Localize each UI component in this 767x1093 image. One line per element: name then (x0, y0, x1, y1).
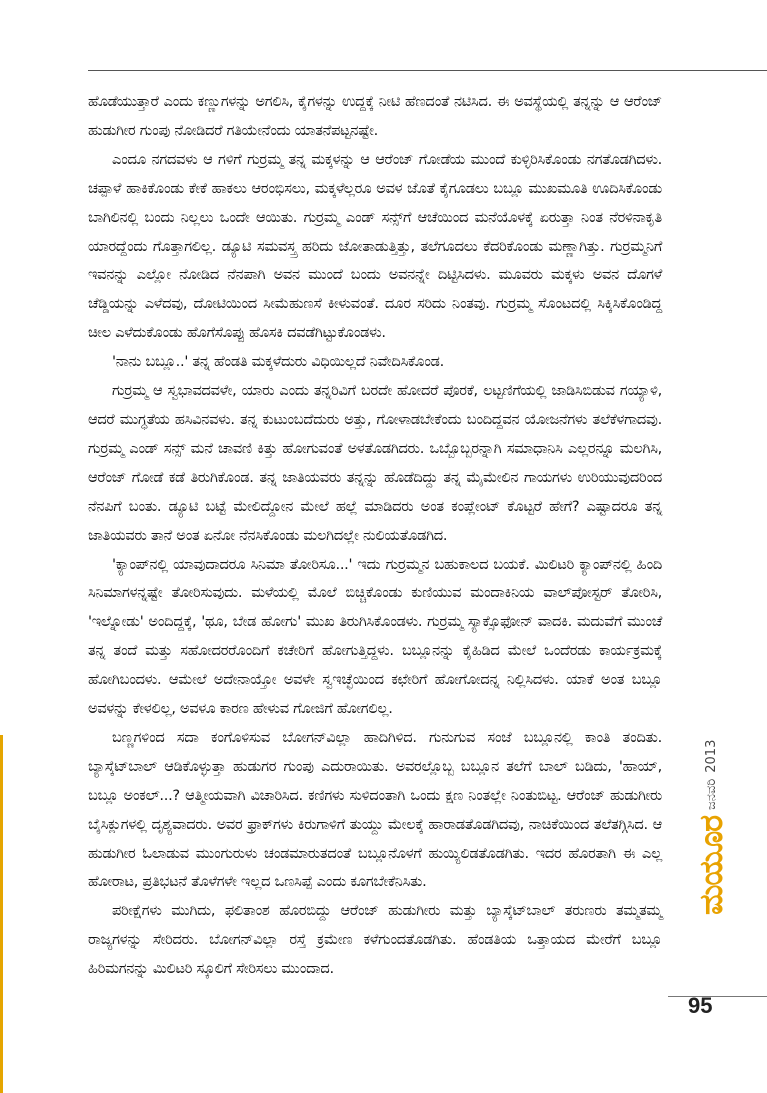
magazine-masthead (691, 739, 731, 915)
article-paragraph: ಗುರ್ರಮ್ಮ ಆ ಸ್ವಭಾವದವಳೇ, ಯಾರು ಎಂದು ತನ್ನರಿವಿಗೆ ಬರದೇ ಹೋದರೆ ಪೊರಕೆ, ಲಟ್ಟಣಿಗೆಯಲ್ಲಿ ಜಾಡಿಸಿಬಿಡುವ ಗಯ್ಯಾಳಿ, ಆದರೆ ಮುಗ್ಧತೆಯ ಹಸಿವಿನವಳು. ತನ್ನ ಕುಟುಂಬದೆದುರು ಅತ್ತು, ಗೋಳಾಡಬೇಕೆಂದು ಬಂದಿದ್ದವನ ಯೋಜನೆಗಳು ತಲೆಕೆಳಗಾದವು. ಗುರ್ರಮ್ಮ ಎಂಡ್ ಸನ್ಸ್ ಮನೆ ಚಾವಣಿ ಕಿತ್ತು ಹೋಗುವಂತೆ ಅಳತೊಡಗಿದರು. ಒಬ್ಬೊಬ್ಬರನ್ನಾಗಿ ಸಮಾಧಾನಿಸಿ ಎಲ್ಲರನ್ನೂ ಮಲಗಿಸಿ, ಆರೆಂಜ್ ಗೋಡೆ ಕಡೆ ತಿರುಗಿಕೊಂಡ. ತನ್ನ ಜಾತಿಯವರು ತನ್ನನ್ನು ಹೊಡೆದಿದ್ದು ತನ್ನ ಮೈಮೇಲಿನ ಗಾಯಗಳು ಉರಿಯುವುದರಿಂದ ನೆನಪಿಗೆ ಬಂತು. ಡ್ಯೂಟಿ ಬಟ್ಟೆ ಮೇಲಿದ್ದೋನ ಮೇಲೆ ಹಲ್ಲೆ ಮಾಡಿದರು ಅಂತ ಕಂಪ್ಲೇಂಟ್ ಕೊಟ್ಟರೆ ಹೇಗೆ? ಎಷ್ಟಾದರೂ ತನ್ನ ಜಾತಿಯವರು ತಾನೆ ಅಂತ ಏನೋ ನೆನಸಿಕೊಂಡು ಮಲಗಿದಲ್ಲೇ ನುಲಿಯತೊಡಗಿದ. (88, 382, 662, 544)
issue-date (704, 740, 719, 810)
issue-year: 2013 (703, 739, 719, 773)
magazine-logo: ಮಯೂರ (691, 815, 730, 915)
article-paragraph: ಎಂದೂ ನಗದವಳು ಆ ಗಳಿಗೆ ಗುರ್ರಮ್ಮ ತನ್ನ ಮಕ್ಕಳನ್ನು ಆ ಆರೆಂಜ್ ಗೋಡೆಯ ಮುಂದೆ ಕುಳ್ಳಿರಿಸಿಕೊಂಡು ನಗತೊಡಗಿದಳು. ಚಪ್ಪಾಳೆ ಹಾಕಿಕೊಂಡು ಕೇಕೆ ಹಾಕಲು ಆರಂಭಿಸಲು, ಮಕ್ಕಳೆಲ್ಲರೂ ಅವಳ ಜೊತೆ ಕೈಗೂಡಲು ಬಬ್ಲೂ ಮುಖಮೂತಿ ಊದಿಸಿಕೊಂಡು ಬಾಗಿಲಿನಲ್ಲಿ ಬಂದು ನಿಲ್ಲಲು ಒಂದೇ ಆಯಿತು. ಗುರ್ರಮ್ಮ ಎಂಡ್ ಸನ್ಸ್‌ಗೆ ಆಚೆಯಿಂದ ಮನೆಯೊಳಕ್ಕೆ ಏರುತ್ತಾ ನಿಂತ ನೆರಳಿನಾಕೃತಿ ಯಾರದ್ದೆಂದು ಗೊತ್ತಾಗಲಿಲ್ಲ. ಡ್ಯೂಟಿ ಸಮವಸ್ತ್ರ ಹರಿದು ಜೋತಾಡುತ್ತಿತ್ತು, ತಲೆಗೂದಲು ಕೆದರಿಕೊಂಡು ಮಣ್ಣಾಗಿತ್ತು. ಗುರ್ರಮ್ಮನಿಗೆ ಇವನನ್ನು ಎಲ್ಲೋ ನೋಡಿದ ನೆನಪಾಗಿ ಅವನ ಮುಂದೆ ಬಂದು ಅವನನ್ನೇ ದಿಟ್ಟಿಸಿದಳು. ಮೂವರು ಮಕ್ಕಳು ಅವನ ದೊಗಳೆ ಚೆಡ್ಡಿಯನ್ನು ಎಳೆದವು, ದೋಟಿಯಿಂದ ಸೀಮೆಹುಣಸೆ ಕೀಳುವಂತೆ. ದೂರ ಸರಿದು ನಿಂತವು. ಗುರ್ರಮ್ಮ ಸೊಂಟದಲ್ಲಿ ಸಿಕ್ಕಿಸಿಕೊಂಡಿದ್ದ ಚೀಲ ಎಳೆದುಕೊಂಡು ಹೊಗೆಸೊಪ್ಪು ಹೊಸಕಿ ದವಡೆಗಿಟ್ಟುಕೊಂಡಳು. (88, 150, 662, 342)
page-number-rule (668, 996, 767, 997)
page-number: 95 (688, 993, 713, 1018)
page-edge-bar (0, 735, 3, 1093)
top-rule (88, 70, 767, 71)
article-paragraph: ಪರೀಕ್ಷೆಗಳು ಮುಗಿದು, ಫಲಿತಾಂಶ ಹೊರಬಿದ್ದು ಆರೆಂಜ್ ಹುಡುಗೀರು ಮತ್ತು ಬ್ಯಾಸ್ಕೆಟ್‌ಬಾಲ್ ತರುಣರು ತಮ್ಮತಮ್ಮ ರಾಜ್ಯಗಳನ್ನು ಸೇರಿದರು. ಬೋಗನ್‌ವಿಲ್ಲಾ ರಸ್ತೆ ಕ್ರಮೇಣ ಕಳೆಗುಂದತೊಡಗಿತು. ಹೆಂಡತಿಯ ಒತ್ತಾಯದ ಮೇರೆಗೆ ಬಬ್ಲೂ ಹಿರಿಮಗನನ್ನು ಮಿಲಿಟರಿ ಸ್ಕೂಲಿಗೆ ಸೇರಿಸಲು ಮುಂದಾದ. (88, 902, 662, 978)
article-paragraph: ಬಣ್ಣಗಳಿಂದ ಸದಾ ಕಂಗೊಳಿಸುವ ಬೋಗನ್‌ವಿಲ್ಲಾ ಹಾದಿಗಿಳಿದ. ಗುನುಗುವ ಸಂಜೆ ಬಬ್ಲೂನಲ್ಲಿ ಕಾಂತಿ ತಂದಿತು. ಬ್ಯಾಸ್ಕೆಟ್‌ಬಾಲ್ ಆಡಿಕೊಳ್ಳುತ್ತಾ ಹುಡುಗರ ಗುಂಪು ಎದುರಾಯಿತು. ಅವರಲ್ಲೊಬ್ಬ ಬಬ್ಲೂನ ತಲೆಗೆ ಬಾಲ್ ಬಡಿದು, 'ಹಾಯ್, ಬಬ್ಲೂ ಅಂಕಲ್...? ಆತ್ಮೀಯವಾಗಿ ವಿಚಾರಿಸಿದ. ಕಣಿಗಳು ಸುಳಿದಂತಾಗಿ ಒಂದು ಕ್ಷಣ ನಿಂತಲ್ಲೇ ನಿಂತುಬಿಟ್ಟ. ಆರೆಂಜ್ ಹುಡುಗೀರು ಬೈಸಿಕ್ಲುಗಳಲ್ಲಿ ದೃಶ್ಯವಾದರು. ಅವರ ಫ್ರಾಕ್‌ಗಳು ಕಿರುಗಾಳಿಗೆ ತುಯ್ದು ಮೇಲಕ್ಕೆ ಹಾರಾಡತೊಡಗಿದವು, ನಾಚಿಕೆಯಿಂದ ತಲೆತಗ್ಗಿಸಿದ. ಆ ಹುಡುಗೀರ ಓಲಾಡುವ ಮುಂಗುರುಳು ಚಂಡಮಾರುತದಂತೆ ಬಬ್ಲೂನೊಳಗೆ ಹುಯ್ಯಿಲಿಡತೊಡಗಿತು. ಇದರ ಹೊರತಾಗಿ ಈ ಎಲ್ಲ ಹೋರಾಟ, ಪ್ರತಿಭಟನೆ ತೊಳೆಗಳೇ ಇಲ್ಲದ ಒಣಸಿಪ್ಪೆ ಎಂದು ಕೂಗಬೇಕೆನಿಸಿತು. (88, 728, 662, 891)
issue-month: ಜನವರಿ (703, 778, 719, 810)
article-paragraph: 'ಕ್ಯಾಂಪ್‌ನಲ್ಲಿ ಯಾವುದಾದರೂ ಸಿನಿಮಾ ತೋರಿಸೂ...' ಇದು ಗುರ್ರಮ್ಮನ ಬಹುಕಾಲದ ಬಯಕೆ. ಮಿಲಿಟರಿ ಕ್ಯಾಂಪ್‌ನಲ್ಲಿ ಹಿಂದಿ ಸಿನಿಮಾಗಳನ್ನಷ್ಟೇ ತೋರಿಸುವುದು. ಮಳೆಯಲ್ಲಿ ಮೊಲೆ ಬಿಚ್ಚಿಕೊಂಡು ಕುಣಿಯುವ ಮಂದಾಕಿನಿಯ ವಾಲ್‌ಪೋಸ್ಟರ್ ತೋರಿಸಿ, 'ಇಲ್ನೋಡು' ಅಂದಿದ್ದಕ್ಕೆ, 'ಥೂ, ಬೇಡ ಹೋಗು' ಮುಖ ತಿರುಗಿಸಿಕೊಂಡಳು. ಗುರ್ರಮ್ಮ ಸ್ಯಾಕ್ಸೊಫೋನ್ ವಾದಕಿ. ಮದುವೆಗೆ ಮುಂಚೆ ತನ್ನ ತಂದೆ ಮತ್ತು ಸಹೋದರರೊಂದಿಗೆ ಕಚೇರಿಗೆ ಹೋಗುತ್ತಿದ್ದಳು. ಬಬ್ಲೂನನ್ನು ಕೈಹಿಡಿದ ಮೇಲೆ ಒಂದೆರಡು ಕಾರ್ಯಕ್ರಮಕ್ಕೆ ಹೋಗಿಬಂದಳು. ಆಮೇಲೆ ಅದೇನಾಯ್ತೋ ಅವಳೇ ಸ್ವಇಚ್ಛೆಯಿಂದ ಕಛೇರಿಗೆ ಹೋಗೋದನ್ನ ನಿಲ್ಲಿಸಿದಳು. ಯಾಕೆ ಅಂತ ಬಬ್ಲೂ ಅವಳನ್ನು ಕೇಳಲಿಲ್ಲ, ಅವಳೂ ಕಾರಣ ಹೇಳುವ ಗೋಜಿಗೆ ಹೋಗಲಿಲ್ಲ. (88, 555, 662, 718)
article-paragraph: ಹೊಡೆಯುತ್ತಾರೆ ಎಂದು ಕಣ್ಣುಗಳನ್ನು ಅಗಲಿಸಿ, ಕೈಗಳನ್ನು ಉದ್ದಕ್ಕೆ ನೀಟಿ ಹೆಣದಂತೆ ನಟಿಸಿದ. ಈ ಅವಸ್ಥೆಯಲ್ಲಿ ತನ್ನನ್ನು ಆ ಆರೆಂಜ್ ಹುಡುಗೀರ ಗುಂಪು ನೋಡಿದರೆ ಗತಿಯೇನೆಂದು ಯಾತನೆಪಟ್ಟನಷ್ಟೇ. (88, 93, 662, 139)
article-body (88, 88, 662, 984)
article-paragraph: 'ನಾನು ಬಬ್ಲೂ..' ತನ್ನ ಹೆಂಡತಿ ಮಕ್ಕಳೆದುರು ವಿಧಿಯಿಲ್ಲದೆ ನಿವೇದಿಸಿಕೊಂಡ. (112, 353, 444, 371)
